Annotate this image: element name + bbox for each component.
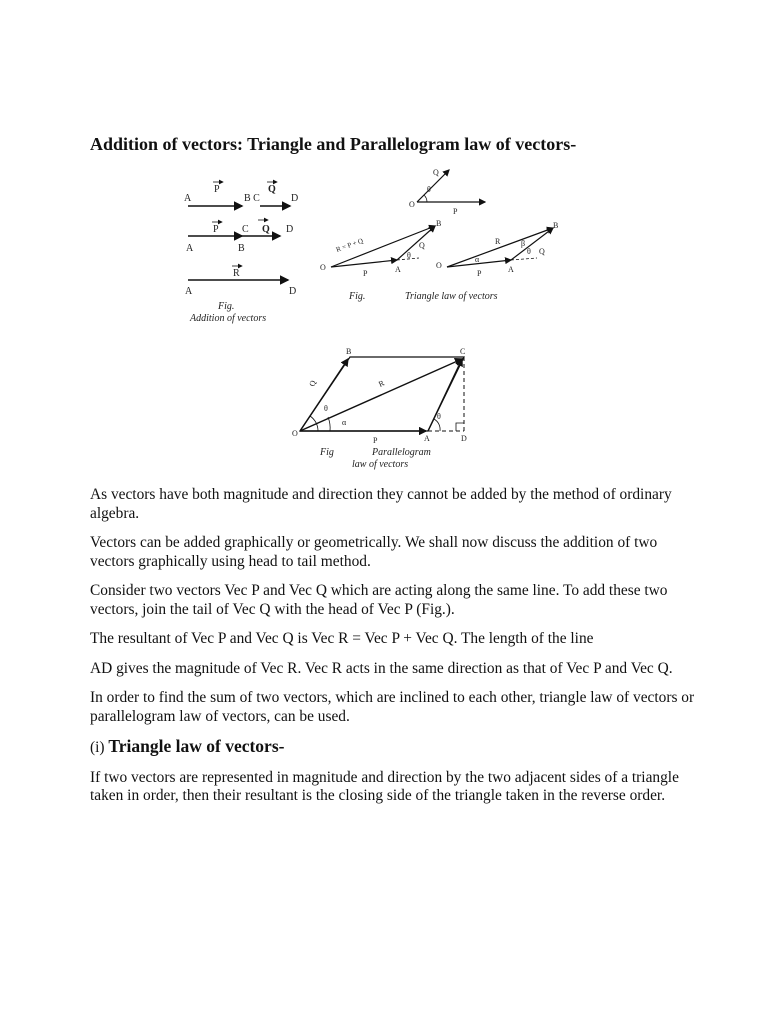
fig2-right-q: Q [539, 247, 545, 256]
fig2-left-r: R = P + Q [334, 236, 365, 254]
paragraph: If two vectors are represented in magnitude and direction by the two adjacent sides of a triangle taken in order, then their resultant is the closing side of the triangle taken in the reverse order. [90, 768, 679, 804]
fig2-left-b: B [436, 219, 442, 228]
fig3-label-q: Q [307, 379, 318, 388]
fig2-left-p: P [363, 269, 368, 278]
fig2-left-o: O [320, 263, 326, 272]
fig1-label-d2: D [286, 224, 294, 235]
fig1-label-a1: A [184, 193, 192, 204]
fig2-small-o: O [409, 200, 415, 209]
fig1-label-bc: B C [244, 193, 260, 204]
fig2-caption-fig: Fig. [349, 291, 366, 302]
figure-addition-of-vectors [180, 170, 310, 330]
fig2-small-theta: θ [427, 185, 431, 194]
fig1-caption-fig: Fig. [218, 301, 235, 312]
fig1-label-p1: P [214, 184, 220, 195]
fig2-left-a: A [395, 265, 401, 274]
fig2-right-r: R [495, 237, 501, 246]
fig1-caption-text: Addition of vectors [190, 313, 267, 324]
body-text [90, 486, 702, 817]
subheading-prefix: (i) [90, 739, 109, 756]
paragraph: In order to find the sum of two vectors, which are inclined to each other, triangle law of vectors or parallelogram law of vectors, can be used. [90, 689, 695, 725]
fig1-label-q2: Q [262, 224, 270, 235]
fig1-label-d3: D [289, 286, 297, 297]
fig1-label-a2: A [186, 243, 194, 254]
fig1-label-r3: R [233, 268, 240, 279]
fig2-left-theta: θ [407, 251, 411, 260]
fig1-label-d1: D [291, 193, 299, 204]
fig3-label-theta2: θ [437, 412, 441, 421]
figure-triangle-law [315, 162, 565, 307]
fig3-caption-fig: Fig [320, 447, 334, 458]
fig2-right-a: A [508, 265, 514, 274]
paragraph: The resultant of Vec P and Vec Q is Vec R = Vec P + Vec Q. The length of the line [90, 630, 594, 647]
paragraph: AD gives the magnitude of Vec R. Vec R acts in the same direction as that of Vec P and Vec Q. [90, 659, 673, 677]
fig2-small-q: Q [433, 168, 439, 177]
page-title: Addition of vectors: Triangle and Parallelogram law of vectors- [90, 134, 577, 154]
fig3-caption-text: Parallelogram [372, 447, 431, 458]
fig2-right-p: P [477, 269, 482, 278]
fig1-label-q1: Q [268, 184, 276, 195]
fig3-label-p: P [373, 436, 378, 445]
fig3-label-a: A [424, 434, 430, 443]
fig1-label-a3: A [185, 286, 193, 297]
fig2-caption-text: Triangle law of vectors [405, 291, 498, 302]
fig3-label-o: O [292, 429, 298, 438]
fig1-label-c2: C [242, 224, 249, 235]
paragraph: Consider two vectors Vec P and Vec Q which are acting along the same line. To add these two vectors, join the tail of Vec Q with the head of Vec P (Fig.). [90, 582, 668, 618]
fig2-right-b: B [553, 221, 559, 230]
fig3-label-alpha: α [342, 418, 347, 427]
figure-parallelogram-law [290, 345, 480, 475]
fig2-small-p: P [453, 207, 458, 216]
subheading-text: Triangle law of vectors- [108, 736, 285, 756]
fig3-label-r: R [377, 378, 386, 389]
fig2-right-theta: θ [527, 247, 531, 256]
fig2-right-beta: β [521, 239, 526, 248]
fig2-right-o: O [436, 261, 442, 270]
paragraph: Vectors can be added graphically or geometrically. We shall now discuss the addition of two vectors graphically using head to tail method. [90, 534, 658, 570]
fig2-left-q: Q [419, 241, 425, 250]
fig1-label-b2: B [238, 243, 245, 254]
fig3-label-d: D [461, 434, 467, 443]
fig3-label-b: B [346, 347, 352, 356]
fig1-label-p2: P [213, 224, 219, 235]
fig2-right-alpha: α [475, 255, 480, 264]
fig3-label-c: C [460, 347, 466, 356]
fig3-caption-text2: law of vectors [352, 459, 409, 470]
fig3-label-theta: θ [324, 404, 328, 413]
paragraph: As vectors have both magnitude and direction they cannot be added by the method of ordinary algebra. [90, 486, 672, 522]
subheading [90, 737, 702, 758]
